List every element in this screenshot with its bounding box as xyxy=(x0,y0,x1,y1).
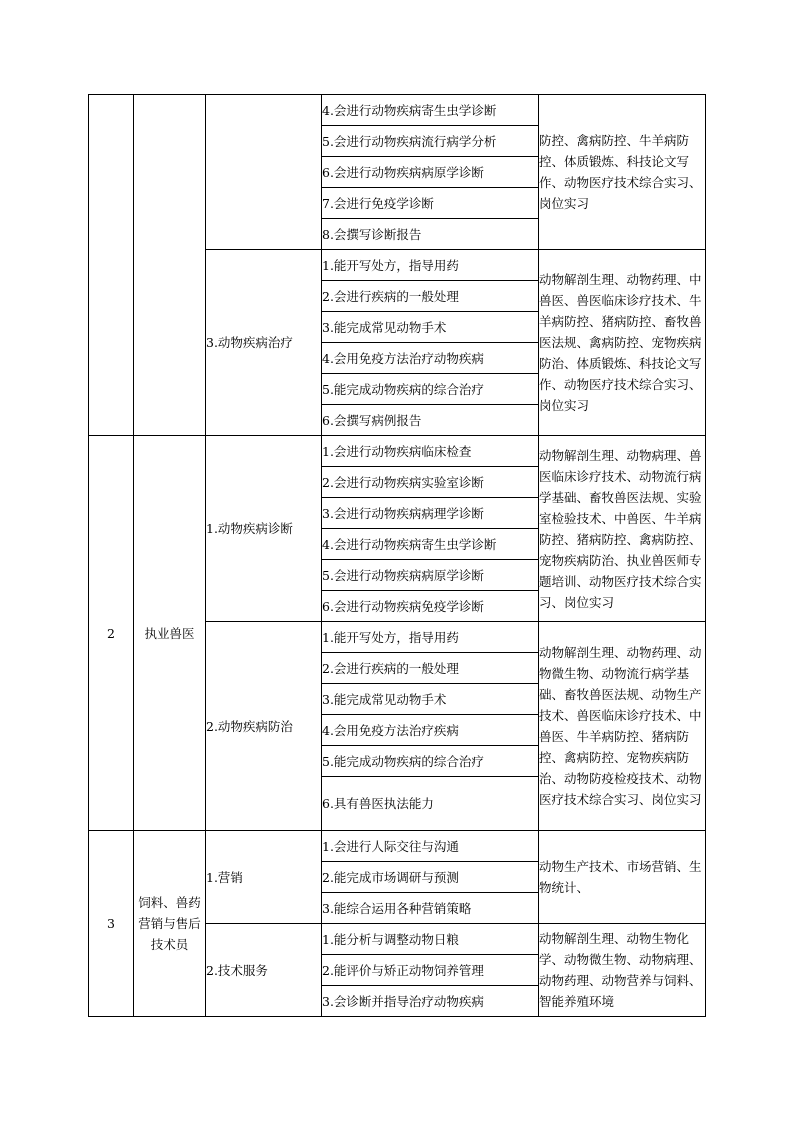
task-cell: 3.动物疾病治疗 xyxy=(206,250,322,436)
row-number: 2 xyxy=(89,436,134,831)
ability-cell: 1.能分析与调整动物日粮 xyxy=(322,924,539,955)
course-cell: 动物解剖生理、动物药理、动物微生物、动物流行病学基础、畜牧兽医法规、动物生产技术、兽医临床诊疗技术、中兽医、牛羊病防控、猪病防控、禽病防控、宠物疾病防治、动物防疫检疫技术、动物医疗技术综合实习、岗位实习 xyxy=(539,622,706,831)
task-cell: 1.动物疾病诊断 xyxy=(206,436,322,622)
ability-cell: 2.会进行疾病的一般处理 xyxy=(322,281,539,312)
occupation-cell xyxy=(134,95,206,436)
ability-cell: 1.能开写处方，指导用药 xyxy=(322,250,539,281)
task-cell: 1.营销 xyxy=(206,831,322,924)
ability-cell: 2.能评价与矫正动物饲养管理 xyxy=(322,955,539,986)
ability-cell: 1.会进行动物疾病临床检查 xyxy=(322,436,539,467)
ability-cell: 3.会进行动物疾病病理学诊断 xyxy=(322,498,539,529)
ability-cell: 3.能完成常见动物手术 xyxy=(322,312,539,343)
task-cell: 2.技术服务 xyxy=(206,924,322,1017)
ability-cell: 4.会用免疫方法治疗动物疾病 xyxy=(322,343,539,374)
ability-cell: 5.会进行动物疾病流行病学分析 xyxy=(322,126,539,157)
ability-cell: 5.能完成动物疾病的综合治疗 xyxy=(322,374,539,405)
occupation-cell: 饲料、兽药营销与售后技术员 xyxy=(134,831,206,1017)
ability-cell: 3.会诊断并指导治疗动物疾病 xyxy=(322,986,539,1017)
ability-cell: 6.会进行动物疾病病原学诊断 xyxy=(322,157,539,188)
ability-cell: 8.会撰写诊断报告 xyxy=(322,219,539,250)
table-row xyxy=(89,95,706,126)
ability-cell: 6.具有兽医执法能力 xyxy=(322,777,539,831)
ability-cell: 3.能综合运用各种营销策略 xyxy=(322,893,539,924)
ability-cell: 2.会进行疾病的一般处理 xyxy=(322,653,539,684)
task-cell: 2.动物疾病防治 xyxy=(206,622,322,831)
ability-cell: 2.会进行动物疾病实验室诊断 xyxy=(322,467,539,498)
ability-cell: 3.能完成常见动物手术 xyxy=(322,684,539,715)
ability-cell: 7.会进行免疫学诊断 xyxy=(322,188,539,219)
ability-cell: 4.会进行动物疾病寄生虫学诊断 xyxy=(322,95,539,126)
table-row xyxy=(89,831,706,862)
ability-cell: 4.会进行动物疾病寄生虫学诊断 xyxy=(322,529,539,560)
ability-cell: 5.会进行动物疾病病原学诊断 xyxy=(322,560,539,591)
row-number xyxy=(89,95,134,436)
ability-cell: 6.会撰写病例报告 xyxy=(322,405,539,436)
course-cell: 动物解剖生理、动物药理、中兽医、兽医临床诊疗技术、牛羊病防控、猪病防控、畜牧兽医法规、禽病防控、宠物疾病防治、体质锻炼、科技论文写作、动物医疗技术综合实习、岗位实习 xyxy=(539,250,706,436)
ability-cell: 6.会进行动物疾病免疫学诊断 xyxy=(322,591,539,622)
occupation-cell: 执业兽医 xyxy=(134,436,206,831)
course-cell: 动物解剖生理、动物病理、兽医临床诊疗技术、动物流行病学基础、畜牧兽医法规、实验室检验技术、中兽医、牛羊病防控、猪病防控、禽病防控、宠物疾病防治、执业兽医师专题培训、动物医疗技术综合实习、岗位实习 xyxy=(539,436,706,622)
ability-cell: 2.能完成市场调研与预测 xyxy=(322,862,539,893)
course-cell: 动物解剖生理、动物生物化学、动物微生物、动物病理、动物药理、动物营养与饲料、智能养殖环境 xyxy=(539,924,706,1017)
course-cell: 防控、禽病防控、牛羊病防控、体质锻炼、科技论文写作、动物医疗技术综合实习、岗位实习 xyxy=(539,95,706,250)
curriculum-table xyxy=(88,94,706,1017)
ability-cell: 1.会进行人际交往与沟通 xyxy=(322,831,539,862)
ability-cell: 4.会用免疫方法治疗疾病 xyxy=(322,715,539,746)
ability-cell: 1.能开写处方，指导用药 xyxy=(322,622,539,653)
table-row xyxy=(89,436,706,467)
row-number: 3 xyxy=(89,831,134,1017)
task-cell xyxy=(206,95,322,250)
ability-cell: 5.能完成动物疾病的综合治疗 xyxy=(322,746,539,777)
course-cell: 动物生产技术、市场营销、生物统计、 xyxy=(539,831,706,924)
